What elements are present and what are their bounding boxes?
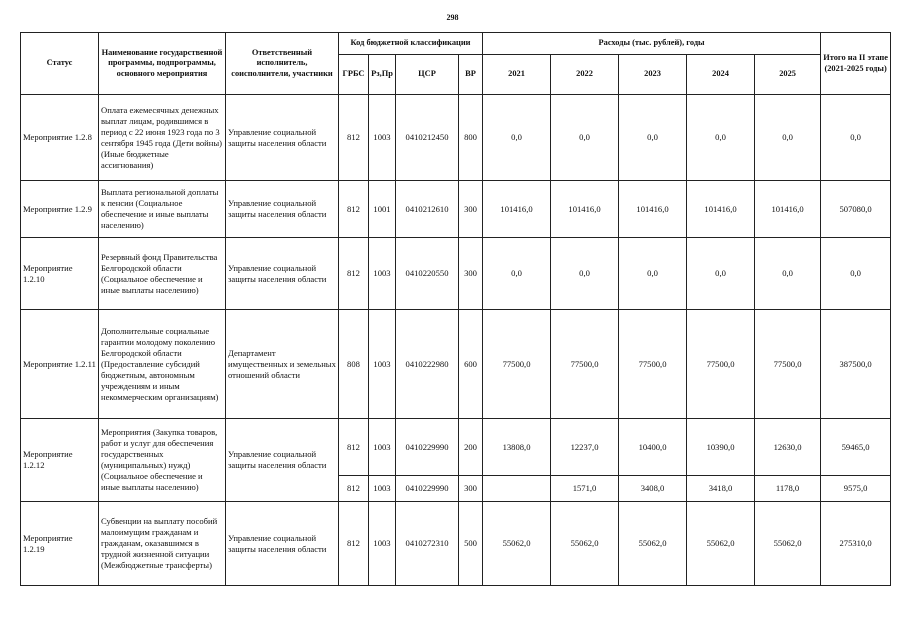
row-2023: 101416,0 — [619, 181, 687, 238]
page-number: 298 — [446, 13, 459, 22]
row-grbs: 812 — [339, 419, 369, 476]
row-grbs: 812 — [339, 476, 369, 502]
row-responsible: Управление социальной защиты населения области — [226, 419, 339, 502]
row-2023: 55062,0 — [619, 502, 687, 586]
row-2025: 0,0 — [755, 95, 821, 181]
table-row — [21, 310, 891, 419]
row-2021: 77500,0 — [483, 310, 551, 419]
row-grbs: 808 — [339, 310, 369, 419]
row-status: Мероприятие 1.2.9 — [21, 181, 99, 238]
row-2023: 0,0 — [619, 238, 687, 310]
row-2022: 1571,0 — [551, 476, 619, 502]
row-csr: 0410212450 — [396, 95, 459, 181]
header-csr: ЦСР — [396, 55, 459, 95]
header-status: Статус — [21, 33, 99, 95]
row-rzpr: 1003 — [369, 419, 396, 476]
table-row — [21, 181, 891, 238]
row-2024: 10390,0 — [687, 419, 755, 476]
row-status: Мероприятие 1.2.19 — [21, 502, 99, 586]
row-csr: 0410220550 — [396, 238, 459, 310]
row-grbs: 812 — [339, 95, 369, 181]
row-vr: 600 — [459, 310, 483, 419]
row-2023: 3408,0 — [619, 476, 687, 502]
row-2023: 77500,0 — [619, 310, 687, 419]
row-name: Оплата ежемесячных денежных выплат лицам, родившимся в период с 22 июня 1923 года по 3 сентября 1945 года (Дети войны) (Иные бюджетные ассигнования) — [99, 95, 226, 181]
row-total: 0,0 — [821, 238, 891, 310]
row-2022: 0,0 — [551, 238, 619, 310]
row-2025: 55062,0 — [755, 502, 821, 586]
row-responsible: Департамент имущественных и земельных отношений области — [226, 310, 339, 419]
row-name: Дополнительные социальные гарантии молодому поколению Белгородской области (Предоставление субсидий бюджетным, автономным учреждениям и иным некоммерческим организациям) — [99, 310, 226, 419]
header-2023: 2023 — [619, 55, 687, 95]
row-responsible: Управление социальной защиты населения области — [226, 181, 339, 238]
row-status: Мероприятие 1.2.10 — [21, 238, 99, 310]
row-csr: 0410272310 — [396, 502, 459, 586]
row-total: 507080,0 — [821, 181, 891, 238]
header-row-top — [21, 33, 891, 55]
row-2021: 0,0 — [483, 238, 551, 310]
row-total: 9575,0 — [821, 476, 891, 502]
row-total: 275310,0 — [821, 502, 891, 586]
row-total: 387500,0 — [821, 310, 891, 419]
row-name: Мероприятия (Закупка товаров, работ и услуг для обеспечения государственных (муниципальных) нужд) (Социальное обеспечение и иные выплаты населению) — [99, 419, 226, 502]
row-vr: 500 — [459, 502, 483, 586]
row-vr: 300 — [459, 476, 483, 502]
row-csr: 0410222980 — [396, 310, 459, 419]
row-2025: 77500,0 — [755, 310, 821, 419]
row-rzpr: 1001 — [369, 181, 396, 238]
row-2025: 0,0 — [755, 238, 821, 310]
row-rzpr: 1003 — [369, 502, 396, 586]
row-status: Мероприятие 1.2.12 — [21, 419, 99, 502]
row-2025: 101416,0 — [755, 181, 821, 238]
row-2025: 12630,0 — [755, 419, 821, 476]
table-row — [21, 502, 891, 586]
row-2024: 0,0 — [687, 95, 755, 181]
row-2024: 55062,0 — [687, 502, 755, 586]
header-2025: 2025 — [755, 55, 821, 95]
header-budget-code: Код бюджетной классификации — [339, 33, 483, 55]
row-name: Резервный фонд Правительства Белгородской области (Социальное обеспечение и иные выплаты населению) — [99, 238, 226, 310]
row-rzpr: 1003 — [369, 95, 396, 181]
header-total: Итого на II этапе (2021-2025 годы) — [821, 33, 891, 95]
header-2022: 2022 — [551, 55, 619, 95]
row-total: 0,0 — [821, 95, 891, 181]
row-vr: 800 — [459, 95, 483, 181]
row-2022: 12237,0 — [551, 419, 619, 476]
row-total: 59465,0 — [821, 419, 891, 476]
row-2021: 0,0 — [483, 95, 551, 181]
header-2024: 2024 — [687, 55, 755, 95]
row-2024: 77500,0 — [687, 310, 755, 419]
row-2023: 0,0 — [619, 95, 687, 181]
header-rzpr: Рз,Пр — [369, 55, 396, 95]
row-csr: 0410229990 — [396, 476, 459, 502]
row-responsible: Управление социальной защиты населения области — [226, 238, 339, 310]
row-2022: 0,0 — [551, 95, 619, 181]
row-name: Субвенции на выплату пособий малоимущим гражданам и гражданам, оказавшимся в трудной жизненной ситуации (Межбюджетные трансферты) — [99, 502, 226, 586]
row-grbs: 812 — [339, 238, 369, 310]
table-row — [21, 238, 891, 310]
row-responsible: Управление социальной защиты населения области — [226, 502, 339, 586]
row-csr: 0410229990 — [396, 419, 459, 476]
row-vr: 300 — [459, 238, 483, 310]
row-csr: 0410212610 — [396, 181, 459, 238]
row-name: Выплата региональной доплаты к пенсии (Социальное обеспечение и иные выплаты населению) — [99, 181, 226, 238]
row-2024: 0,0 — [687, 238, 755, 310]
row-rzpr: 1003 — [369, 310, 396, 419]
row-vr: 200 — [459, 419, 483, 476]
row-status: Мероприятие 1.2.11 — [21, 310, 99, 419]
header-responsible: Ответственный исполнитель, соисполнители, участники — [226, 33, 339, 95]
row-2024: 3418,0 — [687, 476, 755, 502]
table-row — [21, 95, 891, 181]
row-rzpr: 1003 — [369, 476, 396, 502]
row-grbs: 812 — [339, 502, 369, 586]
header-vr: ВР — [459, 55, 483, 95]
row-2021: 13808,0 — [483, 419, 551, 476]
row-vr: 300 — [459, 181, 483, 238]
row-responsible: Управление социальной защиты населения области — [226, 95, 339, 181]
row-2021: 101416,0 — [483, 181, 551, 238]
table-row — [21, 419, 891, 476]
row-2022: 101416,0 — [551, 181, 619, 238]
header-2021: 2021 — [483, 55, 551, 95]
row-2023: 10400,0 — [619, 419, 687, 476]
header-grbs: ГРБС — [339, 55, 369, 95]
header-name: Наименование государственной программы, подпрограммы, основного мероприятия — [99, 33, 226, 95]
budget-table — [20, 32, 891, 586]
row-rzpr: 1003 — [369, 238, 396, 310]
row-2022: 77500,0 — [551, 310, 619, 419]
row-2021 — [483, 476, 551, 502]
row-2024: 101416,0 — [687, 181, 755, 238]
row-2025: 1178,0 — [755, 476, 821, 502]
row-2022: 55062,0 — [551, 502, 619, 586]
header-expenses: Расходы (тыс. рублей), годы — [483, 33, 821, 55]
row-grbs: 812 — [339, 181, 369, 238]
row-status: Мероприятие 1.2.8 — [21, 95, 99, 181]
row-2021: 55062,0 — [483, 502, 551, 586]
